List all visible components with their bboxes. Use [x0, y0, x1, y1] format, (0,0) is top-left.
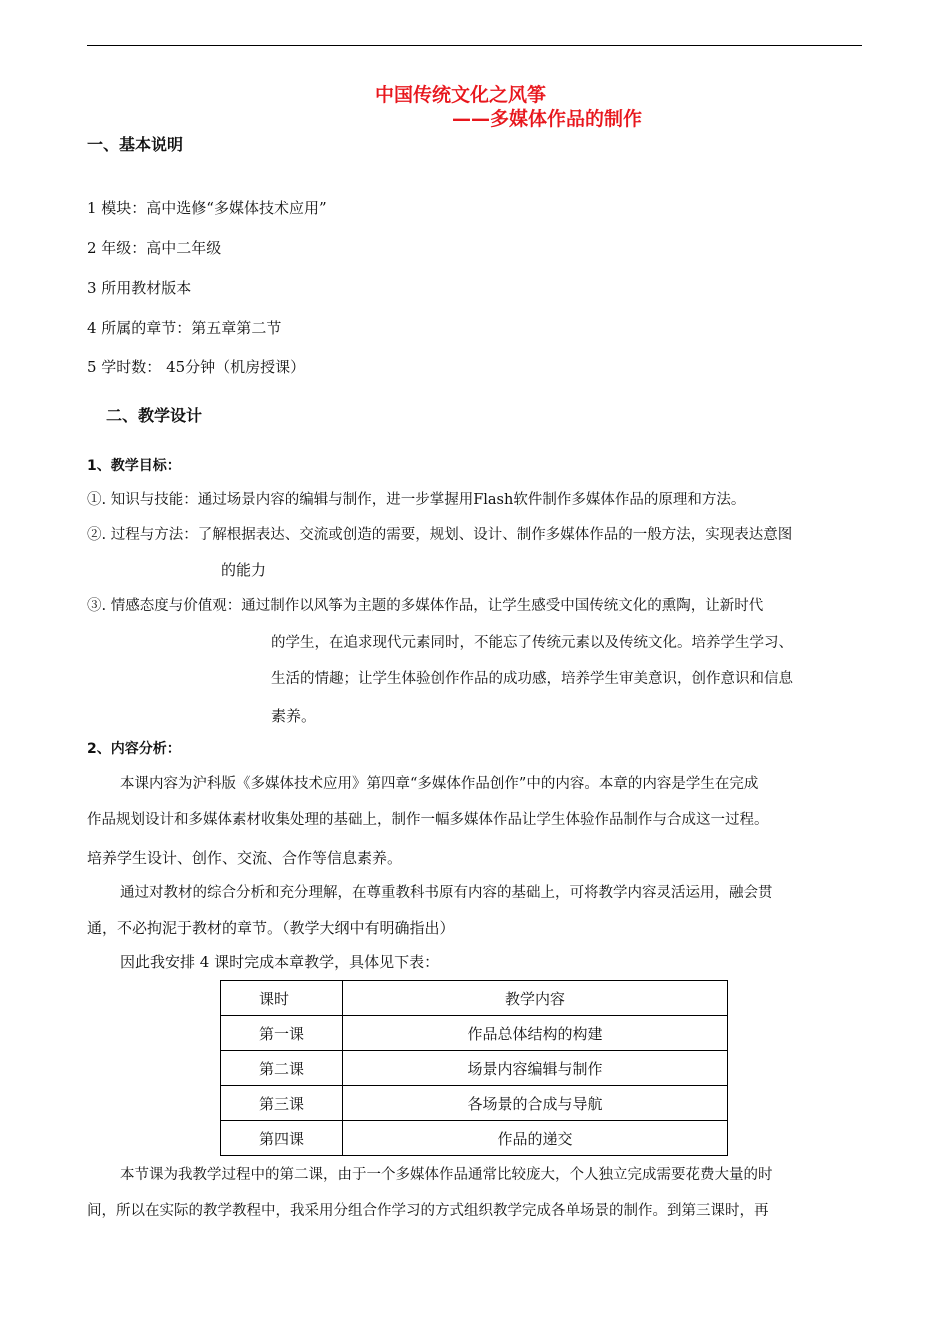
goal-emotion-line2: 的学生，在追求现代元素同时，不能忘了传统元素以及传统文化。培养学生学习、 [271, 635, 793, 651]
table-row [221, 1121, 728, 1156]
basic-item-grade: 2 年级：高中二年级 [87, 239, 222, 257]
table-header-row [221, 981, 728, 1016]
section-basic-heading: 一、基本说明 [87, 135, 184, 154]
table-row [221, 1051, 728, 1086]
table-cell-lesson: 第一课 [221, 1016, 343, 1051]
content-analysis-heading: 2、内容分析： [87, 741, 181, 757]
table-row [221, 1086, 728, 1121]
analysis-para2-line1: 通过对教材的综合分析和充分理解，在尊重教科书原有内容的基础上，可将教学内容灵活运用，融会贯 [120, 885, 773, 901]
table-cell-content: 作品总体结构的构建 [343, 1016, 728, 1051]
basic-item-hours: 5 学时数： 45分钟（机房授课） [87, 358, 306, 376]
basic-item-module: 1 模块：高中选修“多媒体技术应用” [87, 199, 327, 217]
document-subtitle: ——多媒体作品的制作 [452, 108, 643, 130]
basic-item-chapter: 4 所属的章节：第五章第二节 [87, 319, 282, 337]
basic-item-textbook: 3 所用教材版本 [87, 279, 192, 297]
table-cell-lesson: 第二课 [221, 1051, 343, 1086]
goals-heading: 1、教学目标： [87, 458, 181, 474]
analysis-para3: 因此我安排 4 课时完成本章教学，具体见下表： [120, 953, 440, 971]
header-rule [87, 45, 862, 46]
goal-process-line2: 的能力 [221, 561, 267, 579]
analysis-para1-line3: 培养学生设计、创作、交流、合作等信息素养。 [87, 849, 403, 867]
section-design-heading: 二、教学设计 [106, 406, 203, 425]
goal-emotion-line4: 素养。 [271, 707, 317, 725]
table-cell-content: 各场景的合成与导航 [343, 1086, 728, 1121]
table-cell-lesson: 第四课 [221, 1121, 343, 1156]
closing-para-line1: 本节课为我教学过程中的第二课，由于一个多媒体作品通常比较庞大，个人独立完成需要花费大量的时 [120, 1167, 773, 1183]
goal-process-line1: ②. 过程与方法：了解根据表达、交流或创造的需要，规划、设计、制作多媒体作品的一般方法，实现表达意图 [87, 527, 793, 543]
goal-knowledge: ①. 知识与技能：通过场景内容的编辑与制作，进一步掌握用Flash软件制作多媒体作品的原理和方法。 [87, 492, 746, 508]
goal-emotion-line3: 生活的情趣；让学生体验创作作品的成功感，培养学生审美意识，创作意识和信息 [271, 671, 793, 687]
table-cell-content: 场景内容编辑与制作 [343, 1051, 728, 1086]
document-title: 中国传统文化之风筝 [375, 84, 547, 106]
table-cell-lesson: 第三课 [221, 1086, 343, 1121]
table-row [221, 1016, 728, 1051]
table-cell-content: 作品的递交 [343, 1121, 728, 1156]
goal-emotion-line1: ③. 情感态度与价值观：通过制作以风筝为主题的多媒体作品，让学生感受中国传统文化的熏陶，让新时代 [87, 598, 764, 614]
analysis-para1-line2: 作品规划设计和多媒体素材收集处理的基础上，制作一幅多媒体作品让学生体验作品制作与合成这一过程。 [87, 812, 769, 828]
table-header-cell: 教学内容 [343, 981, 728, 1016]
lesson-plan-table [220, 980, 728, 1156]
closing-para-line2: 间，所以在实际的教学教程中，我采用分组合作学习的方式组织教学完成各单场景的制作。到第三课时，再 [87, 1203, 769, 1219]
analysis-para1-line1: 本课内容为沪科版《多媒体技术应用》第四章“多媒体作品创作”中的内容。本章的内容是学生在完成 [120, 776, 759, 792]
analysis-para2-line2: 通，不必拘泥于教材的章节。（教学大纲中有明确指出） [87, 919, 455, 937]
table-header-cell: 课时 [221, 981, 343, 1016]
